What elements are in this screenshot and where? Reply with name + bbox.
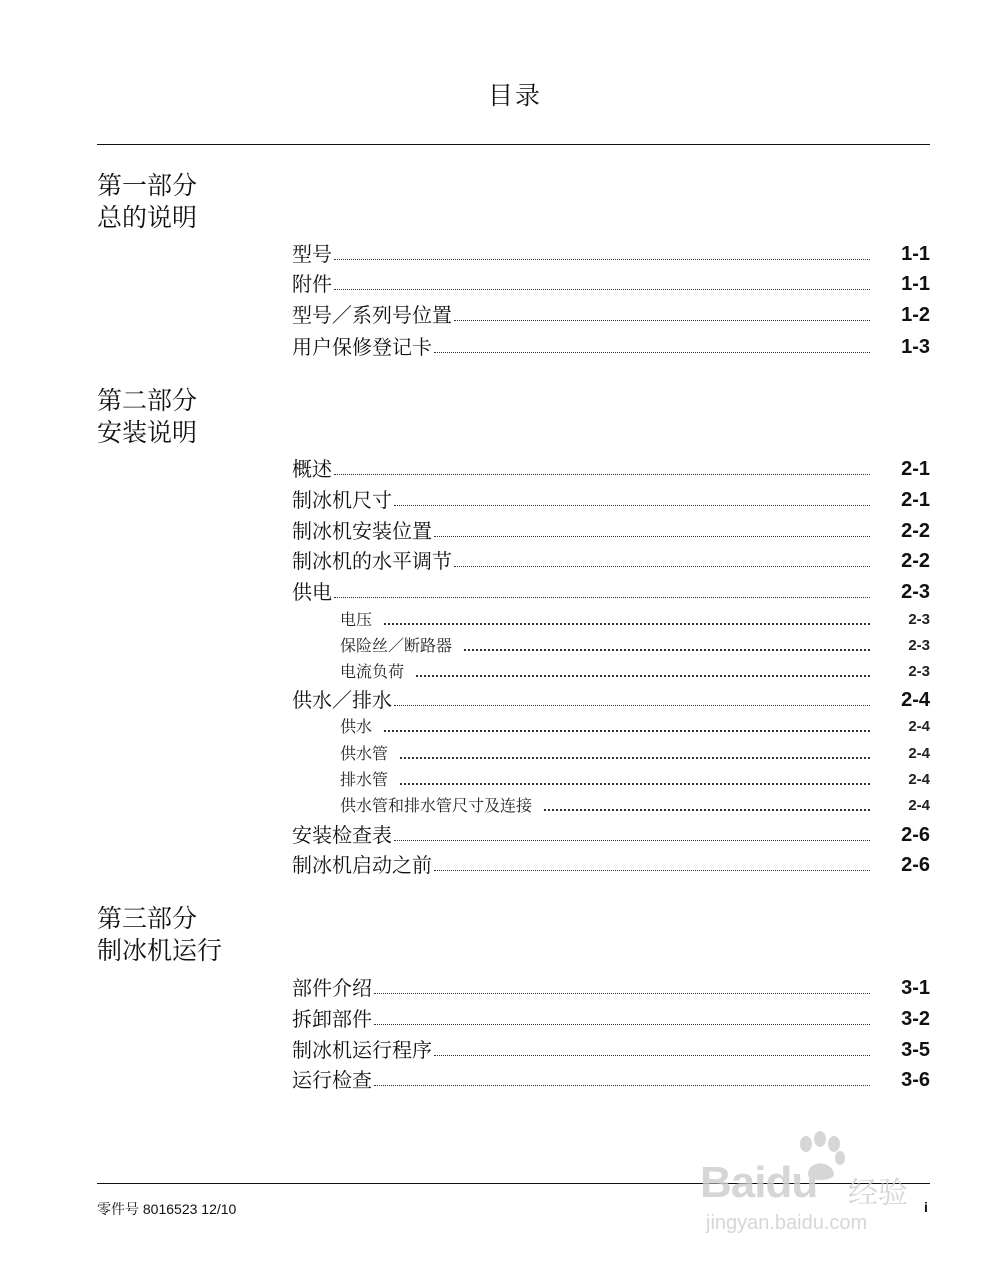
toc-subentry-page: 2-4 (908, 718, 930, 735)
top-divider (97, 144, 930, 145)
toc-entry[interactable] (292, 302, 930, 328)
leader-dots (544, 808, 870, 811)
leader-dots (400, 756, 870, 759)
toc-entry[interactable] (292, 241, 930, 267)
toc-subentry[interactable] (340, 609, 930, 631)
leader-dots (400, 782, 870, 785)
toc-entry[interactable] (292, 548, 930, 574)
toc-subentry-page: 2-3 (908, 637, 930, 654)
toc-entry[interactable] (292, 334, 930, 360)
toc-entry[interactable] (292, 822, 930, 848)
section-number: 第三部分 (97, 904, 198, 933)
toc-entry[interactable] (292, 518, 930, 544)
toc-subentry-page: 2-4 (908, 745, 930, 762)
footer-part-number: 零件号 8016523 12/10 (97, 1201, 237, 1217)
leader-dots (334, 596, 870, 598)
toc-entry[interactable] (292, 1006, 930, 1032)
toc-entry-label: 供电 (292, 580, 332, 604)
section-title: 总的说明 (97, 203, 198, 232)
toc-entry-page: 2-1 (901, 489, 930, 511)
toc-entry-page: 3-6 (901, 1069, 930, 1091)
toc-entry-page: 2-4 (901, 689, 930, 711)
toc-subentry-label: 电流负荷 (340, 662, 405, 681)
leader-dots (394, 839, 870, 841)
toc-entry-page: 3-5 (901, 1039, 930, 1061)
watermark-text: 经验 (848, 1176, 908, 1211)
leader-dots (416, 674, 870, 677)
toc-entry-label: 型号／系列号位置 (292, 303, 452, 327)
leader-dots (374, 1084, 870, 1086)
toc-entry[interactable] (292, 1037, 930, 1063)
watermark (700, 1130, 940, 1240)
toc-entry-label: 制冰机尺寸 (292, 488, 392, 512)
toc-entry[interactable] (292, 271, 930, 297)
toc-subentry-page: 2-4 (908, 771, 930, 788)
leader-dots (434, 869, 870, 871)
leader-dots (434, 535, 870, 537)
toc-entry-page: 2-2 (901, 550, 930, 572)
toc-subentry-label: 排水管 (340, 770, 389, 789)
toc-subentry[interactable] (340, 635, 930, 657)
toc-subentry-page: 2-3 (908, 663, 930, 680)
section-title: 安装说明 (97, 418, 198, 447)
toc-entry-page: 2-6 (901, 824, 930, 846)
toc-subentry-label: 供水 (340, 717, 373, 736)
toc-entry-label: 型号 (292, 242, 332, 266)
section-heading (97, 385, 197, 449)
toc-subentry[interactable] (340, 769, 930, 791)
toc-entry[interactable] (292, 456, 930, 482)
toc-entry-page: 3-2 (901, 1008, 930, 1030)
toc-entry-label: 运行检查 (292, 1068, 372, 1092)
leader-dots (334, 258, 870, 260)
leader-dots (334, 473, 870, 475)
leader-dots (454, 565, 870, 567)
leader-dots (384, 729, 870, 732)
section-heading (97, 170, 197, 234)
leader-dots (464, 648, 870, 651)
toc-subentry-page: 2-3 (908, 611, 930, 628)
toc-entry-page: 1-2 (901, 304, 930, 326)
leader-dots (374, 992, 870, 994)
leader-dots (394, 704, 870, 706)
toc-entry-page: 2-6 (901, 854, 930, 876)
leader-dots (384, 622, 870, 625)
toc-entry-page: 1-1 (901, 243, 930, 265)
toc-subentry[interactable] (340, 743, 930, 765)
toc-entry[interactable] (292, 687, 930, 713)
toc-entry-label: 附件 (292, 272, 332, 296)
toc-entry-page: 1-3 (901, 336, 930, 358)
toc-entry[interactable] (292, 852, 930, 878)
toc-entry-page: 2-1 (901, 458, 930, 480)
toc-subentry[interactable] (340, 795, 930, 817)
toc-entry-label: 供水／排水 (292, 688, 392, 712)
leader-dots (434, 1054, 870, 1056)
leader-dots (374, 1023, 870, 1025)
toc-entry-label: 部件介绍 (292, 976, 372, 1000)
toc-subentry[interactable] (340, 661, 930, 683)
toc-subentry[interactable] (340, 716, 930, 738)
toc-entry-page: 2-2 (901, 520, 930, 542)
toc-entry-page: 2-3 (901, 581, 930, 603)
leader-dots (334, 288, 870, 290)
section-number: 第一部分 (97, 171, 198, 200)
leader-dots (434, 351, 870, 353)
toc-subentry-page: 2-4 (908, 797, 930, 814)
toc-entry[interactable] (292, 487, 930, 513)
toc-entry-label: 用户保修登记卡 (292, 335, 432, 359)
toc-subentry-label: 供水管和排水管尺寸及连接 (340, 796, 533, 815)
leader-dots (394, 504, 870, 506)
page-title: 目录 (487, 81, 542, 110)
footer-page-number: i (924, 1199, 928, 1215)
section-title: 制冰机运行 (97, 936, 223, 965)
toc-entry[interactable] (292, 579, 930, 605)
toc-entry-label: 概述 (292, 457, 332, 481)
toc-entry-label: 制冰机启动之前 (292, 853, 432, 877)
toc-entry[interactable] (292, 1067, 930, 1093)
toc-subentry-label: 供水管 (340, 744, 389, 763)
toc-entry[interactable] (292, 975, 930, 1001)
watermark-logo: Baidu (700, 1158, 818, 1207)
leader-dots (454, 319, 870, 321)
toc-entry-label: 拆卸部件 (292, 1007, 372, 1031)
toc-entry-page: 3-1 (901, 977, 930, 999)
watermark-url: jingyan.baidu.com (706, 1212, 868, 1234)
toc-entry-label: 制冰机的水平调节 (292, 549, 452, 573)
toc-entry-page: 1-1 (901, 273, 930, 295)
section-heading (97, 903, 222, 967)
toc-subentry-label: 保险丝／断路器 (340, 636, 453, 655)
toc-entry-label: 制冰机运行程序 (292, 1038, 432, 1062)
section-number: 第二部分 (97, 386, 198, 415)
toc-entry-label: 安装检查表 (292, 823, 392, 847)
toc-entry-label: 制冰机安装位置 (292, 519, 432, 543)
toc-subentry-label: 电压 (340, 610, 373, 629)
